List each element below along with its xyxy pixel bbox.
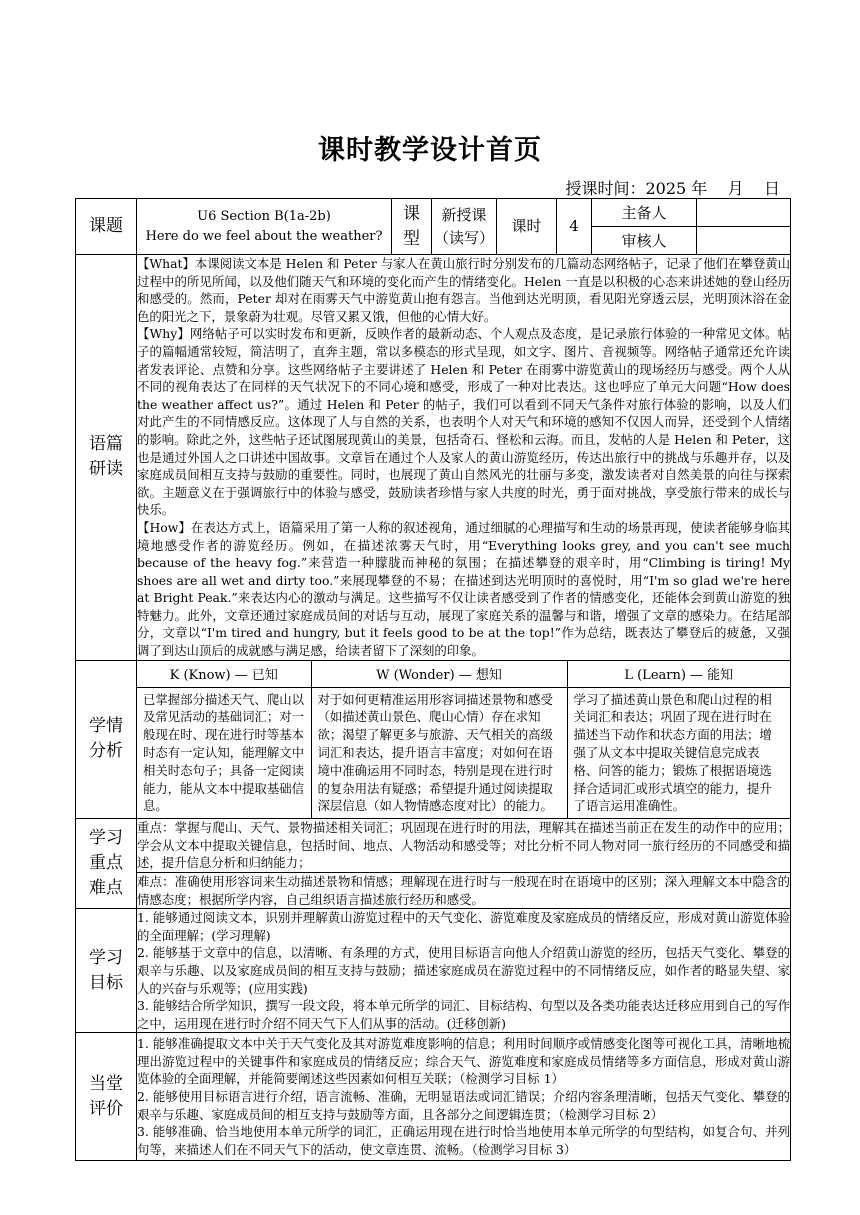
- kwl-container: [137, 660, 791, 819]
- why-paragraph: 【Why】网络帖子可以实时发布和更新，反映作者的最新动态、个人观点及态度，是记录旅行体验的一种常见文体。帖子的篇幅通常较短，简洁明了，直奔主题，常以多模态的形式呈现，如文字、图片、音视频等。网络帖子通常还允许读者发表评论、点赞和分享。这些网络帖子主要讲述了 Helen 和 Peter 在雨雾中游览黄山的现场经历与感受。两个人从不同的视角表达了在同样的天气状况下的不同心境和感受，形成了一种对比表达。这也呼应了单元大问题“How does the weather affect us?”。通过 Helen 和 Peter 的帖子，我们可以看到不同天气条件对旅行体验的影响，以及人们对此产生的不同情感反应。这体现了人与自然的关系，也表明个人对天气和环境的感知不仅因人而异，还受到个人情绪的影响。除此之外，这些帖子还试图展现黄山的美景，包括奇石、怪松和云海。而且，发帖的人是 Helen 和 Peter，这也是通过外国人之口讲述中国故事。文章旨在通过个人及家人的黄山游览经历，传达出旅行中的挑战与乐趣并存，以及家庭成员间相互支持与鼓励的重要性。同时，也展现了黄山自然风光的壮丽与多变，激发读者对自然美景的向往与探索欲。主题意义在于强调旅行中的体验与感受，鼓励读者珍惜与家人共度的时光，勇于面对挑战，享受旅行带来的成长与快乐。: [137, 326, 791, 518]
- kwl-head-know: K (Know) — 已知: [137, 661, 311, 688]
- learner-analysis-label-cell: [76, 660, 137, 819]
- period-label: 课时: [511, 217, 542, 235]
- objectives-content: [137, 909, 791, 1033]
- type-label-cell: [392, 199, 432, 255]
- objective-item: 2. 能够基于文章中的信息，以清晰、有条理的方式，使用目标语言向他人介绍黄山游览的经历，包括天气变化、攀登的艰辛与乐趣、以及家庭成员间的相互支持与鼓励；描述家庭成员在游览过程中的不同情绪反应，如作者的略显失望、家人的兴奋与乐观等；(应用实践): [137, 945, 791, 996]
- topic-line-1: U6 Section B(1a-2b): [197, 208, 331, 224]
- type-label: 课 型: [403, 203, 421, 249]
- reviewer-value-cell: [697, 227, 791, 255]
- period-label-cell: [497, 199, 557, 255]
- learner-analysis-label: 学情 分析: [89, 716, 123, 762]
- evaluation-item: 2. 能够使用目标语言进行介绍，语言流畅、准确，无明显语法或词汇错误；介绍内容条理清晰，包括天气变化、攀登的艰辛与乐趣、家庭成员间的相互支持与鼓励等方面，且各部分之间逻辑连贯；（检测学习目标 2）: [137, 1089, 791, 1122]
- objectives-label: 学习 目标: [89, 947, 123, 993]
- text-analysis-content: [137, 255, 791, 661]
- objective-item: 1. 能够通过阅读文本，识别并理解黄山游览过程中的天气变化、游览难度及家庭成员的情绪反应，形成对黄山游览体验的全面理解；(学习理解): [137, 910, 791, 943]
- page-title: 课时教学设计首页: [318, 135, 542, 166]
- period-value-cell: [557, 199, 592, 255]
- reviewer-label: 审核人: [621, 232, 667, 250]
- how-paragraph: 【How】在表达方式上，语篇采用了第一人称的叙述视角，通过细腻的心理描写和生动的场景再现，使读者能够身临其境地感受作者的游览经历。例如，在描述浓雾天气时，用“Everything looks grey, and you can't see much because of the heavy fog.”来营造一种朦胧而神秘的氛围；在描述攀登的艰辛时，用“Climbing is tiring! My shoes are all wet and dirty too.”来展现攀登的不易；在描述到达光明顶时的喜悦时，用“I'm so glad we're here at Bright Peak.”来表达内心的激动与满足。这些描写不仅让读者感受到了作者的情感变化，还能体会到黄山游览的独特魅力。此外，文章还通过家庭成员间的对话与互动，展现了家庭关系的温馨与和谐，增强了文章的感染力。在结尾部分，文章以“I'm tired and hungry, but it feels good to be at the top!”作为总结，既表达了攀登后的疲惫，又强调了到达山顶后的成就感与满足感，给读者留下了深刻的印象。: [137, 519, 791, 659]
- evaluation-content: [137, 1033, 791, 1161]
- topic-line-2: Here do we feel about the weather?: [145, 228, 383, 244]
- topic-label: 课题: [89, 216, 123, 236]
- preparer-label-cell: [592, 199, 697, 227]
- teaching-date: 授课时间：2025 年 月 日: [565, 179, 780, 198]
- evaluation-label: 当堂 评价: [89, 1073, 123, 1119]
- evaluation-label-cell: [76, 1033, 137, 1161]
- what-paragraph: 【What】本课阅读文本是 Helen 和 Peter 与家人在黄山旅行时分别发布的几篇动态网络帖子，记录了他们在攀登黄山过程中的所见所闻，以及他们随天气和环境的变化而产生的情绪变化。Helen 一直是以积极的心态来讲述她的登山经历和感受的。然而，Peter 却对在雨雾天气中游览黄山抱有怨言。当他到达光明顶，看见阳光穿透云层，光明顶沐浴在金色的阳光之下，景象蔚为壮观。尽管又累又饿，但他的心情大好。: [137, 256, 791, 324]
- kwl-head-learn: L (Learn) — 能知: [567, 661, 790, 688]
- preparer-value-cell: [697, 199, 791, 227]
- text-analysis-label-cell: [76, 255, 137, 661]
- focus-paragraph: 重点：掌握与爬山、天气、景物描述相关词汇；巩固现在进行时的用法，理解其在描述当前正在发生的动作中的应用；学会从文本中提取关键信息，包括时间、地点、人物活动和感受等；对比分析不同人物对同一旅行经历的不同感受和描述，提升信息分析和归纳能力；: [137, 820, 791, 871]
- objectives-label-cell: [76, 909, 137, 1033]
- topic-label-cell: [76, 199, 137, 255]
- focus-content: [137, 819, 791, 873]
- text-analysis-label: 语篇 研读: [89, 434, 123, 480]
- topic-value-cell: [137, 199, 392, 255]
- kwl-table: [137, 661, 790, 819]
- type-value-line-2: （读写）: [434, 228, 495, 247]
- type-value-cell: [432, 199, 497, 255]
- type-value-line-1: 新授课: [441, 205, 487, 224]
- key-points-label-cell: [76, 819, 137, 909]
- key-points-label: 学习 重点 难点: [89, 828, 123, 899]
- reviewer-label-cell: [592, 227, 697, 255]
- objective-item: 3. 能够结合所学知识，撰写一段文段，将本单元所学的词汇、目标结构、句型以及各类功能表达迁移应用到自己的写作之中，运用现在进行时介绍不同天气下人们从事的活动。(迁移创新): [137, 998, 791, 1031]
- period-value: 4: [569, 217, 579, 235]
- kwl-head-wonder: W (Wonder) — 想知: [311, 661, 567, 688]
- difficulty-content: [137, 873, 791, 909]
- evaluation-item: 1. 能够准确提取文本中关于天气变化及其对游览难度影响的信息；利用时间顺序或情感变化图等可视化工具，清晰地梳理出游览过程中的关键事件和家庭成员的情绪反应；综合天气、游览难度和家庭成员情绪等多方面信息，形成对黄山游览体验的全面理解，并能简要阐述这些因素如何相互关联；（检测学习目标 1）: [137, 1036, 791, 1087]
- preparer-label: 主备人: [621, 204, 667, 222]
- evaluation-item: 3. 能够准确、恰当地使用本单元所学的词汇，正确运用现在进行时恰当地使用本单元所学的句型结构，如复合句、并列句等，来描述人们在不同天气下的活动，使文章连贯、流畅。（检测学习目标 3）: [137, 1124, 791, 1157]
- lesson-design-table: [75, 198, 791, 1161]
- kwl-wonder-body: 对于如何更精准运用形容词描述景物和感受（如描述黄山景色、爬山心情）存在求知欲；渴望了解更多与旅游、天气相关的高级词汇和表达，提升语言丰富度；对如何在语境中准确运用不同时态，特别是现在进行时的复杂用法有疑惑；希望提升通过阅读提取深层信息（如人物情感态度对比）的能力。: [311, 687, 567, 818]
- kwl-learn-body: 学习了描述黄山景色和爬山过程的相关词汇和表达；巩固了现在进行时在描述当下动作和状态方面的用法；增强了从文本中提取关键信息完成表格、问答的能力；锻炼了根据语境选择合适词汇或形式填空的能力，提升了语言运用准确性。: [567, 687, 790, 818]
- difficulty-paragraph: 难点：准确使用形容词来生动描述景物和情感；理解现在进行时与一般现在时在语境中的区别；深入理解文本中隐含的情感态度；根据所学内容，自己组织语言描述旅行经历和感受。: [137, 874, 791, 907]
- kwl-know-body: 已掌握部分描述天气、爬山以及常见活动的基础词汇；对一般现在时、现在进行时等基本时态有一定认知，能理解文中相关时态句子；具备一定阅读能力，能从文本中提取基础信息。: [137, 687, 311, 818]
